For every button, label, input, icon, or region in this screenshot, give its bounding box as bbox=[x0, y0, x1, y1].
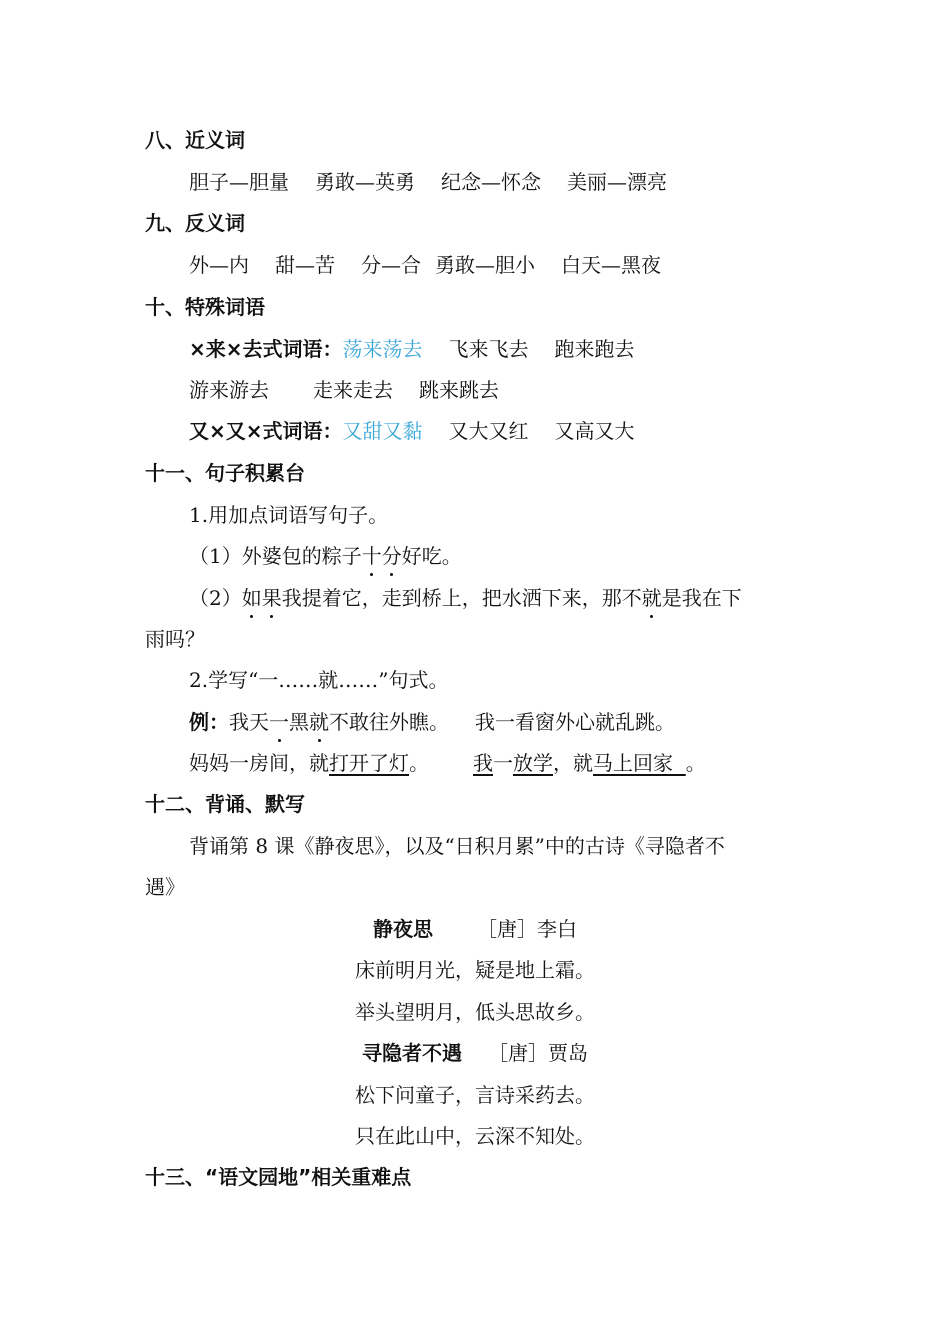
antonym-row bbox=[189, 253, 661, 277]
pattern-label: ×来×去式词语： bbox=[189, 337, 343, 361]
poem-title: 静夜思 bbox=[373, 917, 433, 941]
special-words-row-3 bbox=[189, 419, 635, 443]
word: 跳来跳去 bbox=[419, 378, 499, 402]
poem-author: ［唐］李白 bbox=[477, 917, 577, 941]
underline-spacer bbox=[673, 751, 686, 775]
pattern-label: 又×又×式词语： bbox=[189, 419, 343, 443]
exercise-item-1: 1.用加点词语写句子。 bbox=[189, 503, 389, 527]
poem-line: 只在此山中，云深不知处。 bbox=[355, 1124, 595, 1148]
example-sentence: 我一看窗外心就乱跳。 bbox=[475, 710, 675, 734]
sentence-text: （2） bbox=[189, 586, 242, 610]
example-label: 例： bbox=[189, 710, 229, 734]
answer-row bbox=[189, 751, 706, 775]
example-row bbox=[189, 710, 675, 734]
dotted-char: 果 bbox=[261, 586, 282, 610]
recitation-intro-continuation: 遇》 bbox=[145, 875, 185, 899]
sentence-text: ，就 bbox=[553, 751, 593, 775]
highlighted-word: 荡来荡去 bbox=[342, 337, 423, 361]
word: 游来游去 bbox=[189, 378, 269, 402]
dotted-char: 就 bbox=[641, 586, 662, 610]
section-10-heading: 十、特殊词语 bbox=[145, 295, 265, 319]
antonym-pair: 白天—黑夜 bbox=[561, 253, 661, 277]
synonym-pair: 胆子—胆量 bbox=[189, 170, 289, 194]
word: 走来走去 bbox=[313, 378, 393, 402]
sentence-text: 黑 bbox=[289, 710, 309, 734]
antonym-pair: 分—合 bbox=[361, 253, 421, 277]
dotted-char: 一 bbox=[269, 710, 289, 734]
sentence-text: 妈妈一房间，就 bbox=[189, 751, 329, 775]
question-2 bbox=[189, 586, 742, 610]
word: 跑来跑去 bbox=[554, 337, 635, 361]
sentence-text: （1）外婆包的粽子 bbox=[189, 544, 362, 568]
recitation-intro: 背诵第 8 课《静夜思》，以及“日积月累”中的古诗《寻隐者不 bbox=[189, 834, 725, 858]
sentence-text: 一 bbox=[493, 751, 513, 775]
antonym-pair: 甜—苦 bbox=[275, 253, 335, 277]
section-8-heading: 八、近义词 bbox=[145, 128, 245, 152]
sentence-text: 不敢往外瞧。 bbox=[329, 710, 449, 734]
dotted-char: 如 bbox=[241, 586, 262, 610]
word: 又大又红 bbox=[448, 419, 529, 443]
section-11-heading: 十一、句子积累台 bbox=[145, 461, 305, 485]
exercise-item-2: 2.学写“一……就……”句式。 bbox=[189, 668, 449, 692]
poem-line: 床前明月光，疑是地上霜。 bbox=[355, 958, 595, 982]
section-13-heading: 十三、“语文园地”相关重难点 bbox=[145, 1165, 412, 1189]
word: 飞来飞去 bbox=[448, 337, 529, 361]
antonym-pair: 勇敢—胆小 bbox=[435, 253, 535, 277]
underlined-answer: 我 bbox=[473, 751, 493, 775]
sentence-text: 我提着它，走到桥上，把水洒下来，那不 bbox=[281, 586, 642, 610]
special-words-row-2 bbox=[189, 378, 499, 402]
poem-author: ［唐］贾岛 bbox=[488, 1041, 588, 1065]
sentence-text: 我天 bbox=[229, 710, 269, 734]
synonym-pair: 勇敢—英勇 bbox=[315, 170, 415, 194]
question-1 bbox=[189, 544, 462, 568]
sentence-text: 。 bbox=[409, 751, 429, 775]
underlined-answer: 打开了灯 bbox=[329, 751, 409, 775]
synonym-pair: 纪念—怀念 bbox=[441, 170, 541, 194]
sentence-text: 是我在下 bbox=[661, 586, 742, 610]
antonym-pair: 外—内 bbox=[189, 253, 249, 277]
dotted-char: 十 bbox=[361, 544, 382, 568]
synonym-pair: 美丽—漂亮 bbox=[567, 170, 667, 194]
poem-title: 寻隐者不遇 bbox=[362, 1041, 462, 1065]
word: 又高又大 bbox=[554, 419, 635, 443]
poem-line: 松下问童子，言诗采药去。 bbox=[355, 1083, 595, 1107]
poem-2-heading bbox=[0, 1041, 950, 1065]
underlined-answer: 马上回家 bbox=[593, 751, 673, 775]
underlined-answer: 放学 bbox=[513, 751, 553, 775]
section-12-heading: 十二、背诵、默写 bbox=[145, 792, 305, 816]
highlighted-word: 又甜又黏 bbox=[342, 419, 423, 443]
poem-1-heading bbox=[0, 917, 950, 941]
dotted-char: 就 bbox=[309, 710, 329, 734]
poem-line: 举头望明月，低头思故乡。 bbox=[355, 1000, 595, 1024]
question-2-continuation: 雨吗？ bbox=[145, 627, 205, 651]
sentence-text: 。 bbox=[685, 751, 706, 775]
dotted-char: 分 bbox=[381, 544, 402, 568]
sentence-text: 好吃。 bbox=[401, 544, 462, 568]
synonym-row bbox=[189, 170, 667, 194]
special-words-row-1 bbox=[189, 337, 635, 361]
section-9-heading: 九、反义词 bbox=[145, 211, 245, 235]
